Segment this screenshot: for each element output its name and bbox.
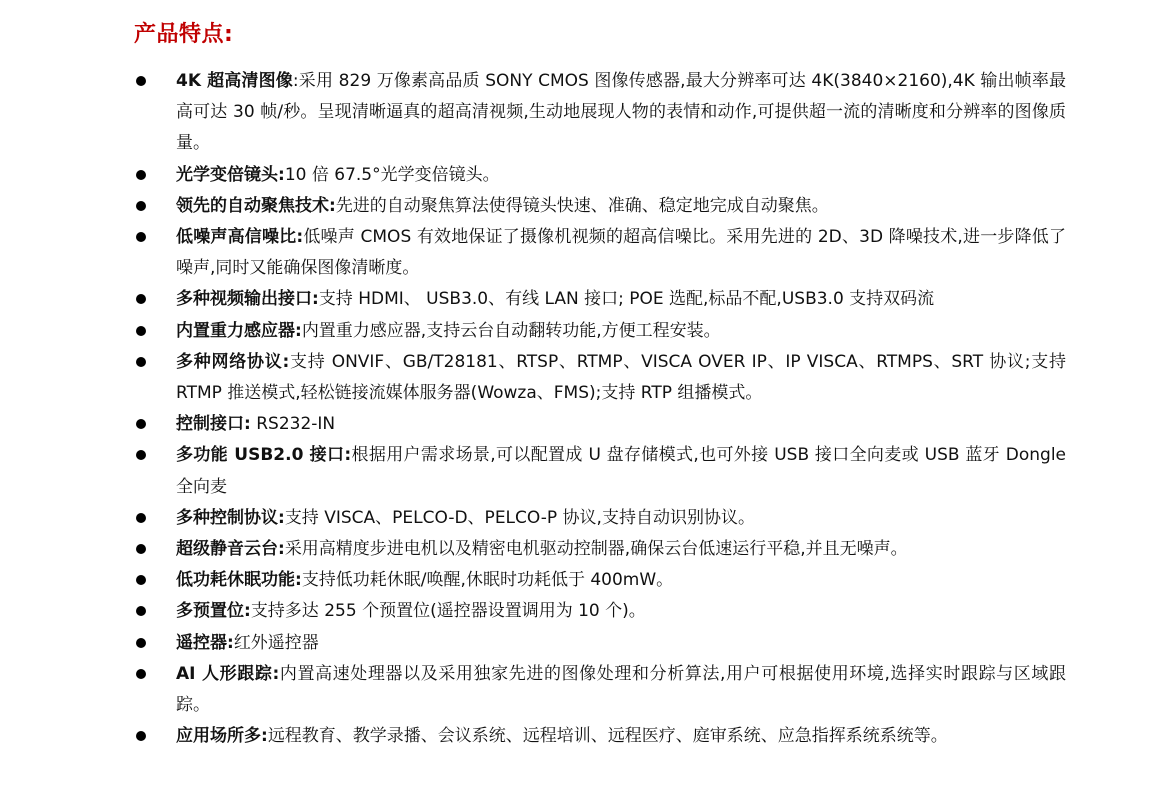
- feature-label: 控制接口:: [176, 414, 251, 435]
- section-title: 产品特点:: [134, 22, 234, 47]
- bullet-icon: [136, 326, 146, 336]
- feature-label: 多预置位:: [176, 601, 251, 622]
- feature-label: 超级静音云台:: [176, 539, 285, 560]
- feature-item-applications: [134, 721, 1066, 752]
- feature-item-video-output: [134, 284, 1066, 315]
- bullet-icon: [136, 76, 146, 86]
- feature-text: 远程教育、教学录播、会议系统、远程培训、远程医疗、庭审系统、应急指挥系统系统等。: [267, 726, 948, 747]
- feature-text: 支持 VISCA、PELCO-D、PELCO-P 协议,支持自动识别协议。: [284, 507, 755, 528]
- bullet-icon: [136, 544, 146, 554]
- feature-label: 多种视频输出接口:: [176, 289, 319, 310]
- bullet-icon: [136, 170, 146, 180]
- bullet-icon: [136, 294, 146, 304]
- feature-item-control-interface: [134, 409, 1066, 440]
- feature-item-autofocus: [134, 191, 1066, 222]
- feature-item-4k: [134, 66, 1066, 160]
- feature-text: RS232-IN: [250, 414, 336, 435]
- feature-text: 10 倍 67.5°光学变倍镜头。: [284, 164, 500, 185]
- feature-item-usb2: [134, 440, 1066, 502]
- bullet-icon: [136, 575, 146, 585]
- feature-label: 4K 超高清图像: [176, 71, 293, 91]
- feature-item-control-protocols: [134, 503, 1066, 534]
- bullet-icon: [136, 669, 146, 679]
- bullet-icon: [136, 638, 146, 648]
- bullet-icon: [136, 731, 146, 741]
- feature-item-gravity-sensor: [134, 316, 1066, 347]
- bullet-icon: [136, 357, 146, 367]
- feature-label: 应用场所多:: [176, 726, 268, 747]
- feature-item-remote-control: [134, 628, 1066, 659]
- feature-text: 低噪声 CMOS 有效地保证了摄像机视频的超高信噪比。采用先进的 2D、3D 降噪技术,进一步降低了噪声,同时又能确保图像清晰度。: [176, 227, 1066, 279]
- feature-text: 支持 ONVIF、GB/T28181、RTSP、RTMP、VISCA OVER IP、IP VISCA、RTMPS、SRT 协议;支持 RTMP 推送模式,轻松链接流媒体服务器(Wowza、FMS);支持 RTP 组播模式。: [176, 351, 1066, 404]
- feature-label: 领先的自动聚焦技术:: [176, 195, 336, 216]
- feature-text: 红外遥控器: [233, 632, 319, 653]
- bullet-icon: [136, 232, 146, 242]
- feature-text: 内置重力感应器,支持云台自动翻转功能,方便工程安装。: [301, 320, 721, 341]
- feature-text: 内置高速处理器以及采用独家先进的图像处理和分析算法,用户可根据使用环境,选择实时跟踪与区域跟踪。: [176, 663, 1067, 716]
- feature-label: 多种网络协议:: [176, 351, 290, 372]
- feature-list: [134, 66, 1066, 752]
- feature-label: 多功能 USB2.0 接口:: [176, 445, 352, 466]
- feature-label: 内置重力感应器:: [176, 320, 302, 341]
- feature-label: 多种控制协议:: [176, 507, 285, 528]
- bullet-icon: [136, 419, 146, 429]
- feature-item-optical-zoom: [134, 160, 1066, 191]
- feature-text: 支持 HDMI、 USB3.0、有线 LAN 接口; POE 选配,标品不配,USB3.0 支持双码流: [318, 289, 935, 310]
- feature-text: :采用 829 万像素高品质 SONY CMOS 图像传感器,最大分辨率可达 4K(3840×2160),4K 输出帧率最高可达 30 帧/秒。呈现清晰逼真的超高清视频,生动地展现人物的表情和动作,可提供超一流的清晰度和分辨率的图像质量。: [176, 71, 1067, 154]
- bullet-icon: [136, 606, 146, 616]
- feature-item-silent-ptz: [134, 534, 1066, 565]
- bullet-icon: [136, 513, 146, 523]
- bullet-icon: [136, 201, 146, 211]
- feature-label: AI 人形跟踪:: [176, 663, 280, 684]
- feature-item-network-protocols: [134, 347, 1066, 409]
- feature-item-ai-tracking: [134, 659, 1066, 721]
- feature-text: 支持多达 255 个预置位(遥控器设置调用为 10 个)。: [250, 601, 646, 622]
- feature-label: 低噪声高信噪比:: [176, 227, 304, 248]
- bullet-icon: [136, 450, 146, 460]
- feature-item-low-power-sleep: [134, 565, 1066, 596]
- feature-text: 支持低功耗休眠/唤醒,休眠时功耗低于 400mW。: [301, 570, 674, 591]
- feature-item-low-noise: [134, 222, 1066, 284]
- feature-label: 低功耗休眠功能:: [176, 570, 302, 591]
- feature-label: 光学变倍镜头:: [176, 164, 285, 185]
- feature-text: 先进的自动聚焦算法使得镜头快速、准确、稳定地完成自动聚焦。: [335, 195, 829, 216]
- feature-item-presets: [134, 596, 1066, 627]
- feature-text: 根据用户需求场景,可以配置成 U 盘存储模式,也可外接 USB 接口全向麦或 USB 蓝牙 Dongle 全向麦: [176, 445, 1067, 497]
- feature-label: 遥控器:: [176, 632, 234, 653]
- feature-text: 采用高精度步进电机以及精密电机驱动控制器,确保云台低速运行平稳,并且无噪声。: [284, 539, 908, 560]
